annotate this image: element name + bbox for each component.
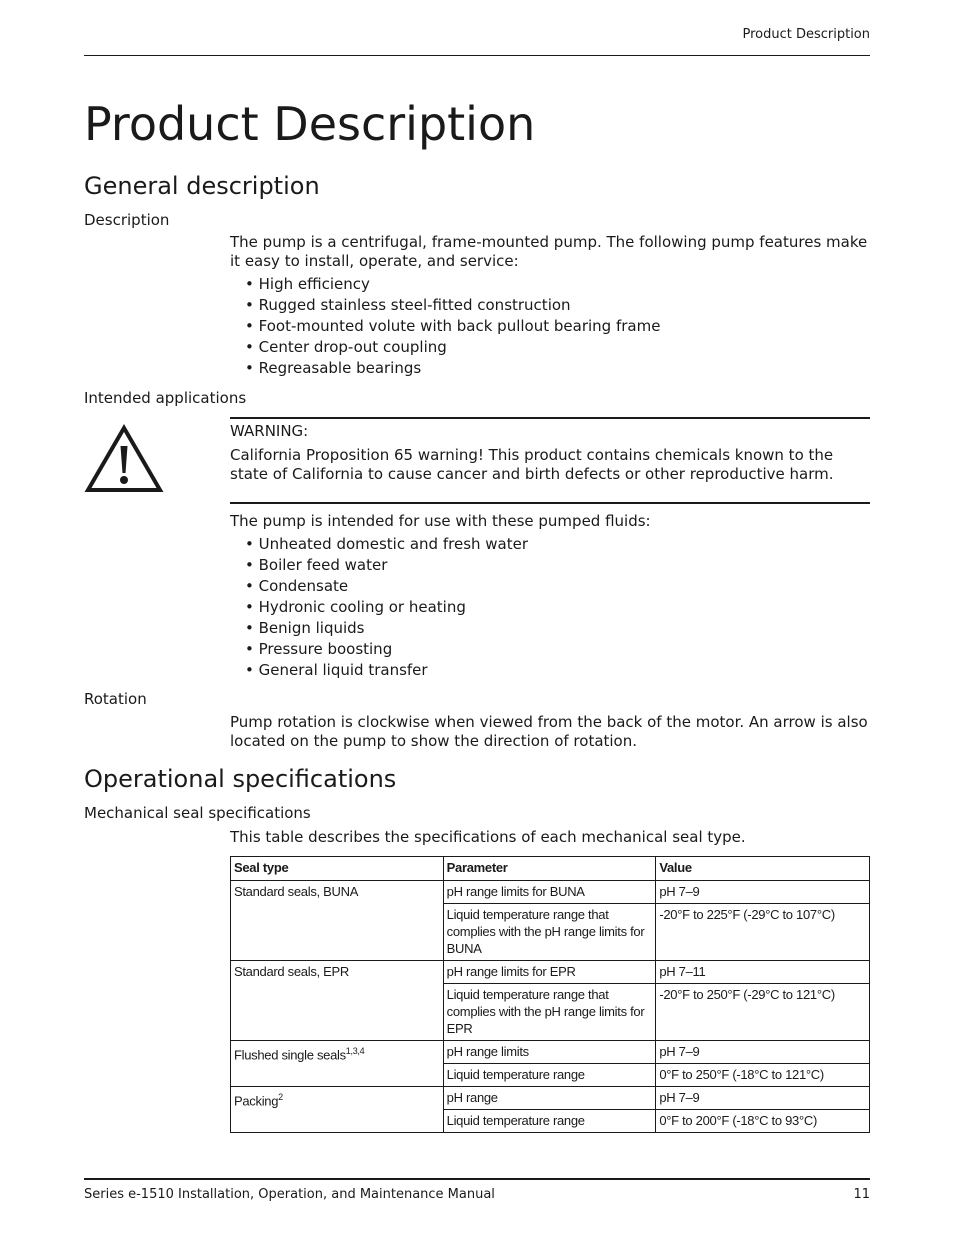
value-cell: pH 7–11 xyxy=(656,961,870,984)
features-list xyxy=(245,274,660,379)
rotation-label: Rotation xyxy=(84,690,147,708)
value-cell: 0°F to 250°F (-18°C to 121°C) xyxy=(656,1064,870,1087)
warning-label: WARNING: xyxy=(230,422,309,440)
table-row xyxy=(231,1041,870,1064)
table-header-row xyxy=(231,857,870,881)
footnote-ref: 2 xyxy=(278,1092,283,1102)
page-number: 11 xyxy=(853,1187,870,1202)
list-item: • Hydronic cooling or heating xyxy=(245,598,466,616)
fluids-list xyxy=(245,534,528,681)
header-cell: Seal type xyxy=(231,857,444,881)
seal-type-cell: Flushed single seals$^{1,3,4}$ xyxy=(231,1041,444,1087)
parameter-cell: Liquid temperature range xyxy=(443,1110,656,1133)
seal-type-cell: Standard seals, BUNA xyxy=(231,881,444,961)
list-item: • Regreasable bearings xyxy=(245,359,422,377)
table-row xyxy=(231,961,870,984)
parameter-cell: Liquid temperature range that complies with the pH range limits for BUNA xyxy=(443,904,656,961)
seal-spec-table xyxy=(230,856,870,1133)
fluids-intro: The pump is intended for use with these pumped fluids: xyxy=(230,512,651,530)
value-cell: pH 7–9 xyxy=(656,1041,870,1064)
warning-triangle-icon xyxy=(84,424,164,494)
value-cell: -20°F to 250°F (-29°C to 121°C) xyxy=(656,984,870,1041)
list-item: • Foot-mounted volute with back pullout bearing frame xyxy=(245,317,661,335)
header-rule xyxy=(84,55,870,56)
mechanical-seal-label: Mechanical seal specifications xyxy=(84,804,311,822)
intended-applications-label: Intended applications xyxy=(84,389,247,407)
parameter-cell: pH range limits for EPR xyxy=(443,961,656,984)
seal-type-cell: Packing$^2$ xyxy=(231,1087,444,1133)
footnote-ref: 1,3,4 xyxy=(345,1046,365,1056)
list-item: • Benign liquids xyxy=(245,619,365,637)
footer-rule xyxy=(84,1178,870,1180)
parameter-cell: Liquid temperature range xyxy=(443,1064,656,1087)
running-header: Product Description xyxy=(742,27,870,42)
parameter-cell: pH range xyxy=(443,1087,656,1110)
warning-text: California Proposition 65 warning! This product contains chemicals known to the state of California to cause cancer and birth defects or other reproductive harm. xyxy=(230,446,834,483)
list-item: • Boiler feed water xyxy=(245,556,388,574)
table-row xyxy=(231,881,870,904)
list-item: • Rugged stainless steel-fitted construction xyxy=(245,296,571,314)
parameter-cell: pH range limits xyxy=(443,1041,656,1064)
table-row xyxy=(231,1087,870,1110)
page-title: Product Description xyxy=(84,97,536,151)
header-cell: Parameter xyxy=(443,857,656,881)
general-description-heading: General description xyxy=(84,172,320,200)
value-cell: -20°F to 225°F (-29°C to 107°C) xyxy=(656,904,870,961)
operational-specifications-heading: Operational specifications xyxy=(84,765,397,793)
header-cell: Value xyxy=(656,857,870,881)
value-cell: pH 7–9 xyxy=(656,881,870,904)
rotation-text: Pump rotation is clockwise when viewed from the back of the motor. An arrow is also located on the pump to show the direction of rotation. xyxy=(230,713,868,750)
footer-manual-title: Series e-1510 Installation, Operation, and Maintenance Manual xyxy=(84,1187,495,1202)
table-intro: This table describes the specifications of each mechanical seal type. xyxy=(230,828,746,846)
parameter-cell: pH range limits for BUNA xyxy=(443,881,656,904)
description-label: Description xyxy=(84,211,170,229)
list-item: • Unheated domestic and fresh water xyxy=(245,535,529,553)
parameter-cell: Liquid temperature range that complies with the pH range limits for EPR xyxy=(443,984,656,1041)
list-item: • General liquid transfer xyxy=(245,661,428,679)
value-cell: 0°F to 200°F (-18°C to 93°C) xyxy=(656,1110,870,1133)
list-item: • Center drop-out coupling xyxy=(245,338,447,356)
description-intro: The pump is a centrifugal, frame-mounted pump. The following pump features make it easy to install, operate, and service: xyxy=(230,233,868,270)
seal-type-cell: Standard seals, EPR xyxy=(231,961,444,1041)
list-item: • High efficiency xyxy=(245,275,370,293)
list-item: • Condensate xyxy=(245,577,349,595)
value-cell: pH 7–9 xyxy=(656,1087,870,1110)
list-item: • Pressure boosting xyxy=(245,640,393,658)
